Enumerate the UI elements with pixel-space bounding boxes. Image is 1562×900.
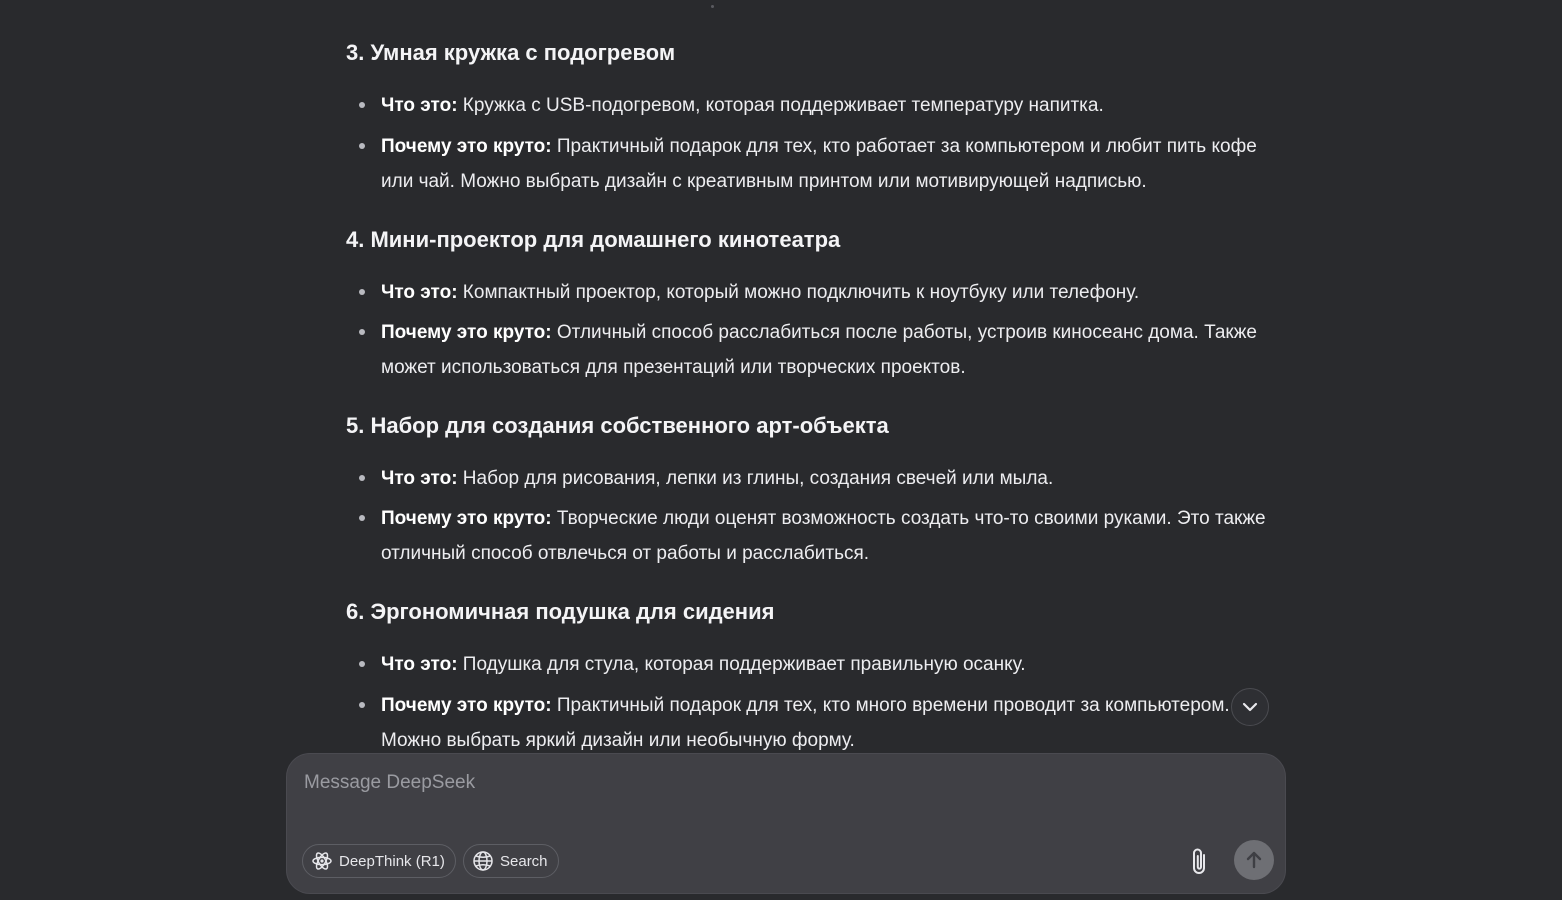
arrow-up-icon — [1243, 849, 1265, 871]
bullet-text: Подушка для стула, которая поддерживает правильную осанку. — [457, 654, 1026, 675]
list-item — [381, 88, 1286, 123]
top-indicator-dot — [711, 5, 714, 8]
list-item — [381, 315, 1286, 385]
bullet-text: Отличный способ расслабиться после работы, устроив киносеанс дома. Также может использоваться для презентаций или творческих проектов. — [381, 322, 1257, 378]
chevron-down-icon — [1241, 698, 1259, 716]
paperclip-icon — [1188, 847, 1212, 877]
section-title: 5. Набор для создания собственного арт-объекта — [346, 413, 889, 438]
deepthink-toggle[interactable] — [302, 844, 456, 878]
bullet-text: Практичный подарок для тех, кто работает за компьютером и любит пить кофе или чай. Можно выбрать дизайн с креативным принтом или мотивирующей надписью. — [381, 136, 1257, 192]
bullet-text: Кружка с USB-подогревом, которая поддерживает температуру напитка. — [457, 95, 1104, 116]
list-item — [381, 501, 1286, 571]
atom-icon — [311, 850, 333, 872]
attach-file-button[interactable] — [1184, 846, 1216, 878]
send-button[interactable] — [1234, 840, 1274, 880]
bullet-label: Почему это круто: — [381, 322, 552, 343]
deepthink-label: DeepThink (R1) — [339, 852, 445, 870]
bullet-text: Творческие люди оценят возможность создать что-то своими руками. Это также отличный способ отвлечься от работы и расслабиться. — [381, 508, 1266, 564]
list-item — [381, 461, 1286, 496]
list-item — [381, 275, 1286, 310]
bullet-text: Практичный подарок для тех, кто много времени проводит за компьютером. Можно выбрать яркий дизайн или необычную форму. — [381, 695, 1230, 751]
section-title: 6. Эргономичная подушка для сидения — [346, 599, 775, 624]
bullet-label: Почему это круто: — [381, 136, 552, 157]
bullet-label: Что это: — [381, 282, 458, 303]
section-title: 4. Мини-проектор для домашнего кинотеатра — [346, 227, 841, 252]
message-input[interactable] — [304, 772, 1164, 832]
list-item — [381, 647, 1286, 682]
bullet-label: Что это: — [381, 95, 458, 116]
list-item — [381, 688, 1286, 758]
bullet-text: Компактный проектор, который можно подключить к ноутбуку или телефону. — [457, 282, 1140, 303]
search-label: Search — [500, 852, 548, 870]
bullet-label: Почему это круто: — [381, 695, 552, 716]
bullet-text: Набор для рисования, лепки из глины, создания свечей или мыла. — [457, 468, 1054, 489]
globe-icon — [472, 850, 494, 872]
bullet-label: Что это: — [381, 654, 458, 675]
bullet-label: Почему это круто: — [381, 508, 552, 529]
list-item — [381, 129, 1286, 199]
message-composer — [286, 753, 1286, 894]
bullet-label: Что это: — [381, 468, 458, 489]
search-toggle[interactable] — [463, 844, 559, 878]
scroll-to-bottom-button[interactable] — [1231, 688, 1269, 726]
section-title: 3. Умная кружка с подогревом — [346, 40, 676, 65]
